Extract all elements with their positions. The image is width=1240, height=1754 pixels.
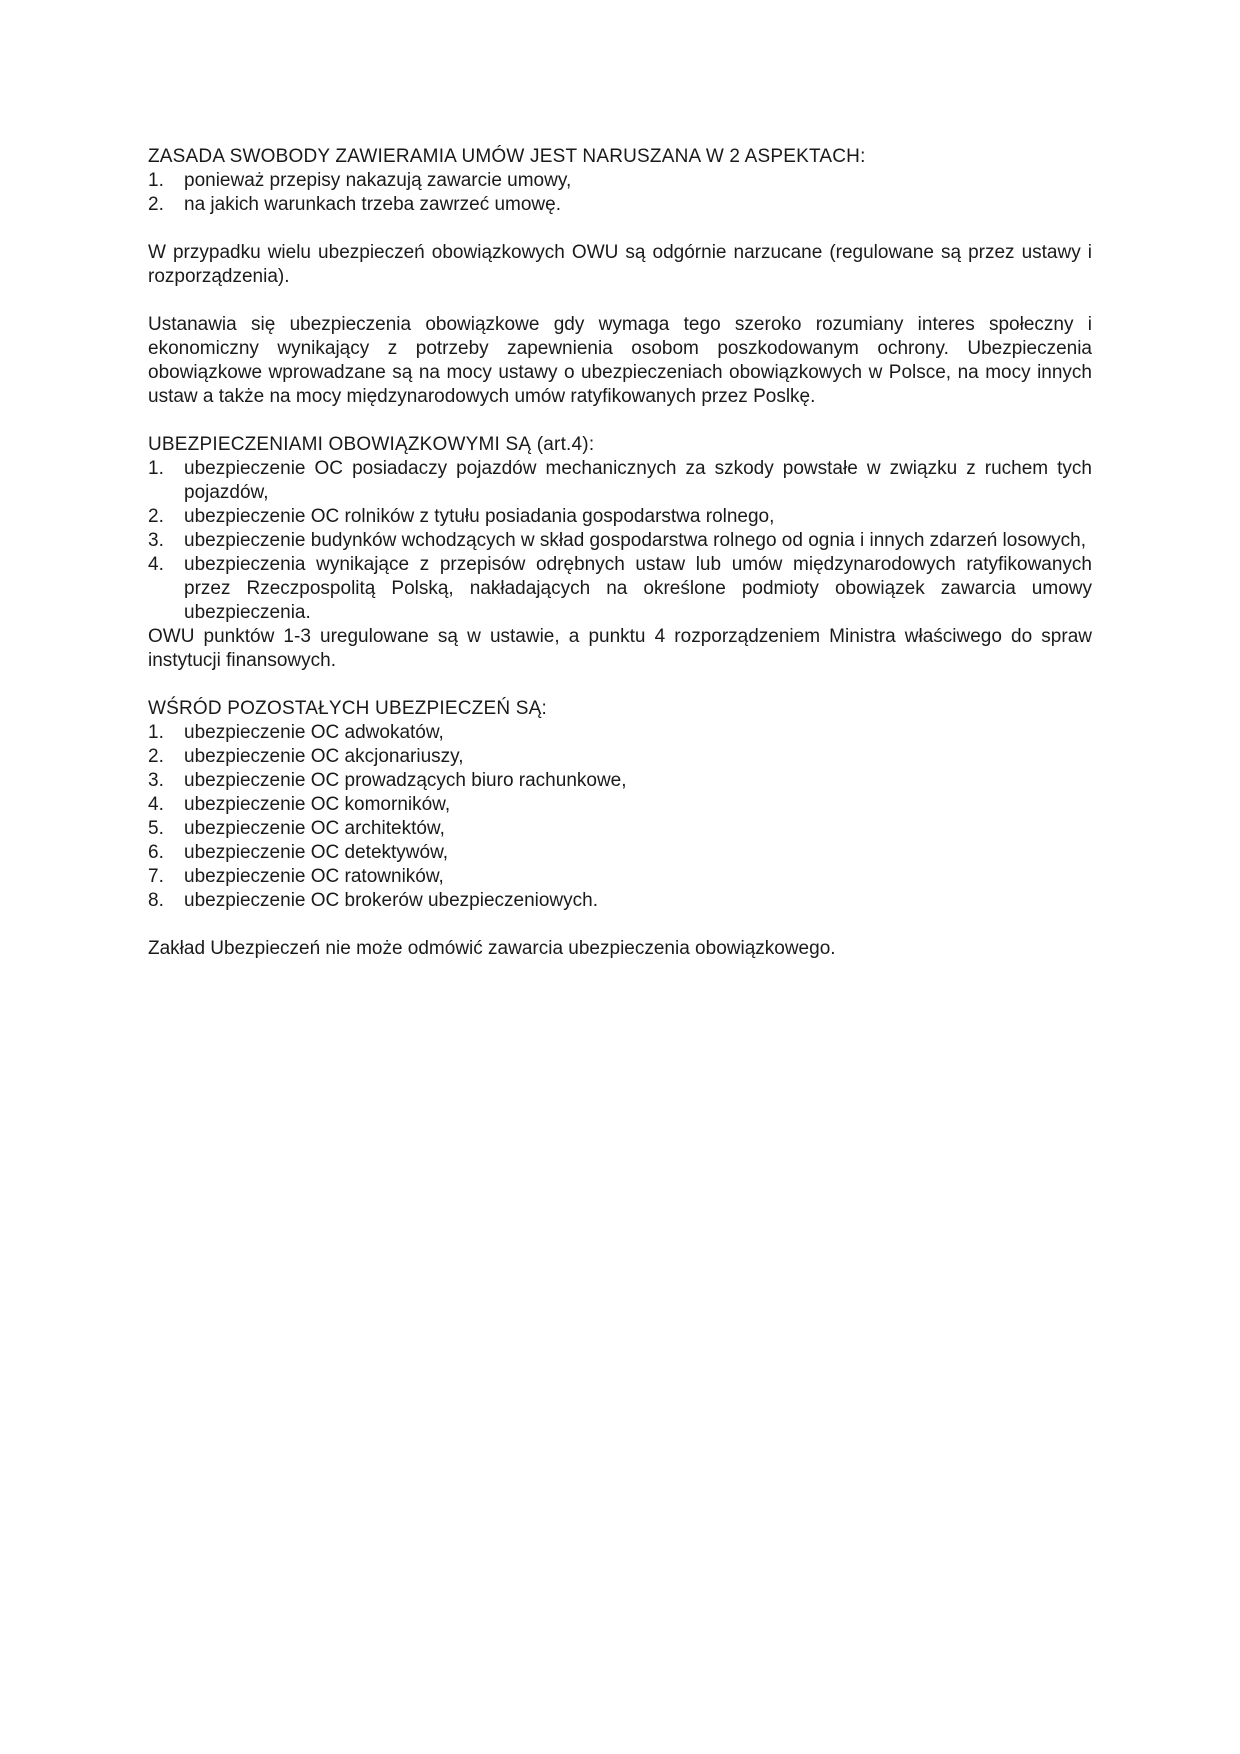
list-item-text: ubezpieczenie budynków wchodzących w skład gospodarstwa rolnego od ognia i innych zdarzeń losowych, [184, 530, 1086, 551]
spacer [148, 409, 1092, 433]
spacer [148, 673, 1092, 697]
section1-list [148, 169, 1092, 217]
section2-note: OWU punktów 1-3 uregulowane są w ustawie, a punktu 4 rozporządzeniem Ministra właściwego do spraw instytucji finansowych. [148, 626, 1092, 671]
spacer [148, 217, 1092, 241]
list-item-text: ubezpieczenia wynikające z przepisów odrębnych ustaw lub umów międzynarodowych ratyfikowanych przez Rzeczpospolitą Polską, nakładających na określone podmioty obowiązek zawarcia umowy ubezpieczenia. [184, 554, 1092, 623]
paragraph-owu: W przypadku wielu ubezpieczeń obowiązkowych OWU są odgórnie narzucane (regulowane są przez ustawy i rozporządzenia). [148, 242, 1092, 287]
list-item [148, 817, 1092, 841]
list-item-text: ubezpieczenie OC posiadaczy pojazdów mechanicznych za szkody powstałe w związku z ruchem tych pojazdów, [184, 458, 1092, 503]
list-item [148, 529, 1092, 553]
list-item-number: 8. [148, 890, 164, 911]
list-item-number: 1. [148, 170, 164, 191]
list-item-text: ubezpieczenie OC adwokatów, [184, 722, 444, 743]
section2-list [148, 457, 1092, 625]
list-item [148, 865, 1092, 889]
paragraph-obligatory: Ustanawia się ubezpieczenia obowiązkowe gdy wymaga tego szeroko rozumiany interes społeczny i ekonomiczny wynikający z potrzeby zapewnienia osobom poszkodowanym ochrony. Ubezpieczenia obowiązkowe wprowadzane są na mocy ustawy o ubezpieczeniach obowiązkowych w Polsce, na mocy innych ustaw a także na mocy międzynarodowych umów ratyfikowanych przez Poslkę. [148, 314, 1092, 407]
spacer [148, 289, 1092, 313]
list-item-text: ubezpieczenie OC prowadzących biuro rachunkowe, [184, 770, 627, 791]
list-item [148, 193, 1092, 217]
list-item-number: 1. [148, 458, 164, 479]
list-item-text: ubezpieczenie OC komorników, [184, 794, 451, 815]
list-item [148, 769, 1092, 793]
list-item-text: ubezpieczenie OC brokerów ubezpieczeniowych. [184, 890, 599, 911]
list-item-number: 7. [148, 866, 164, 887]
list-item-text: ubezpieczenie OC architektów, [184, 818, 445, 839]
list-item [148, 457, 1092, 505]
list-item [148, 721, 1092, 745]
list-item-number: 1. [148, 722, 164, 743]
list-item [148, 505, 1092, 529]
list-item [148, 793, 1092, 817]
list-item [148, 553, 1092, 625]
section2-heading: UBEZPIECZENIAMI OBOWIĄZKOWYMI SĄ (art.4): [148, 434, 595, 455]
list-item-number: 2. [148, 506, 164, 527]
list-item-text: ponieważ przepisy nakazują zawarcie umowy, [184, 170, 572, 191]
list-item [148, 169, 1092, 193]
list-item-text: ubezpieczenie OC akcjonariuszy, [184, 746, 464, 767]
list-item-number: 3. [148, 530, 164, 551]
list-item-number: 3. [148, 770, 164, 791]
list-item [148, 889, 1092, 913]
list-item-text: ubezpieczenie OC detektywów, [184, 842, 449, 863]
list-item [148, 745, 1092, 769]
spacer [148, 913, 1092, 937]
list-item-number: 2. [148, 194, 164, 215]
section3-heading: WŚRÓD POZOSTAŁYCH UBEZPIECZEŃ SĄ: [148, 698, 547, 719]
section1-heading: ZASADA SWOBODY ZAWIERAMIA UMÓW JEST NARUSZANA W 2 ASPEKTACH: [148, 146, 866, 167]
list-item-text: ubezpieczenie OC ratowników, [184, 866, 444, 887]
list-item-text: na jakich warunkach trzeba zawrzeć umowę. [184, 194, 562, 215]
paragraph-closing: Zakład Ubezpieczeń nie może odmówić zawarcia ubezpieczenia obowiązkowego. [148, 938, 836, 959]
section3-list [148, 721, 1092, 913]
list-item-number: 2. [148, 746, 164, 767]
list-item-number: 4. [148, 794, 164, 815]
list-item-number: 4. [148, 554, 164, 575]
list-item [148, 841, 1092, 865]
list-item-number: 5. [148, 818, 164, 839]
list-item-number: 6. [148, 842, 164, 863]
list-item-text: ubezpieczenie OC rolników z tytułu posiadania gospodarstwa rolnego, [184, 506, 775, 527]
document-page [148, 145, 1092, 961]
